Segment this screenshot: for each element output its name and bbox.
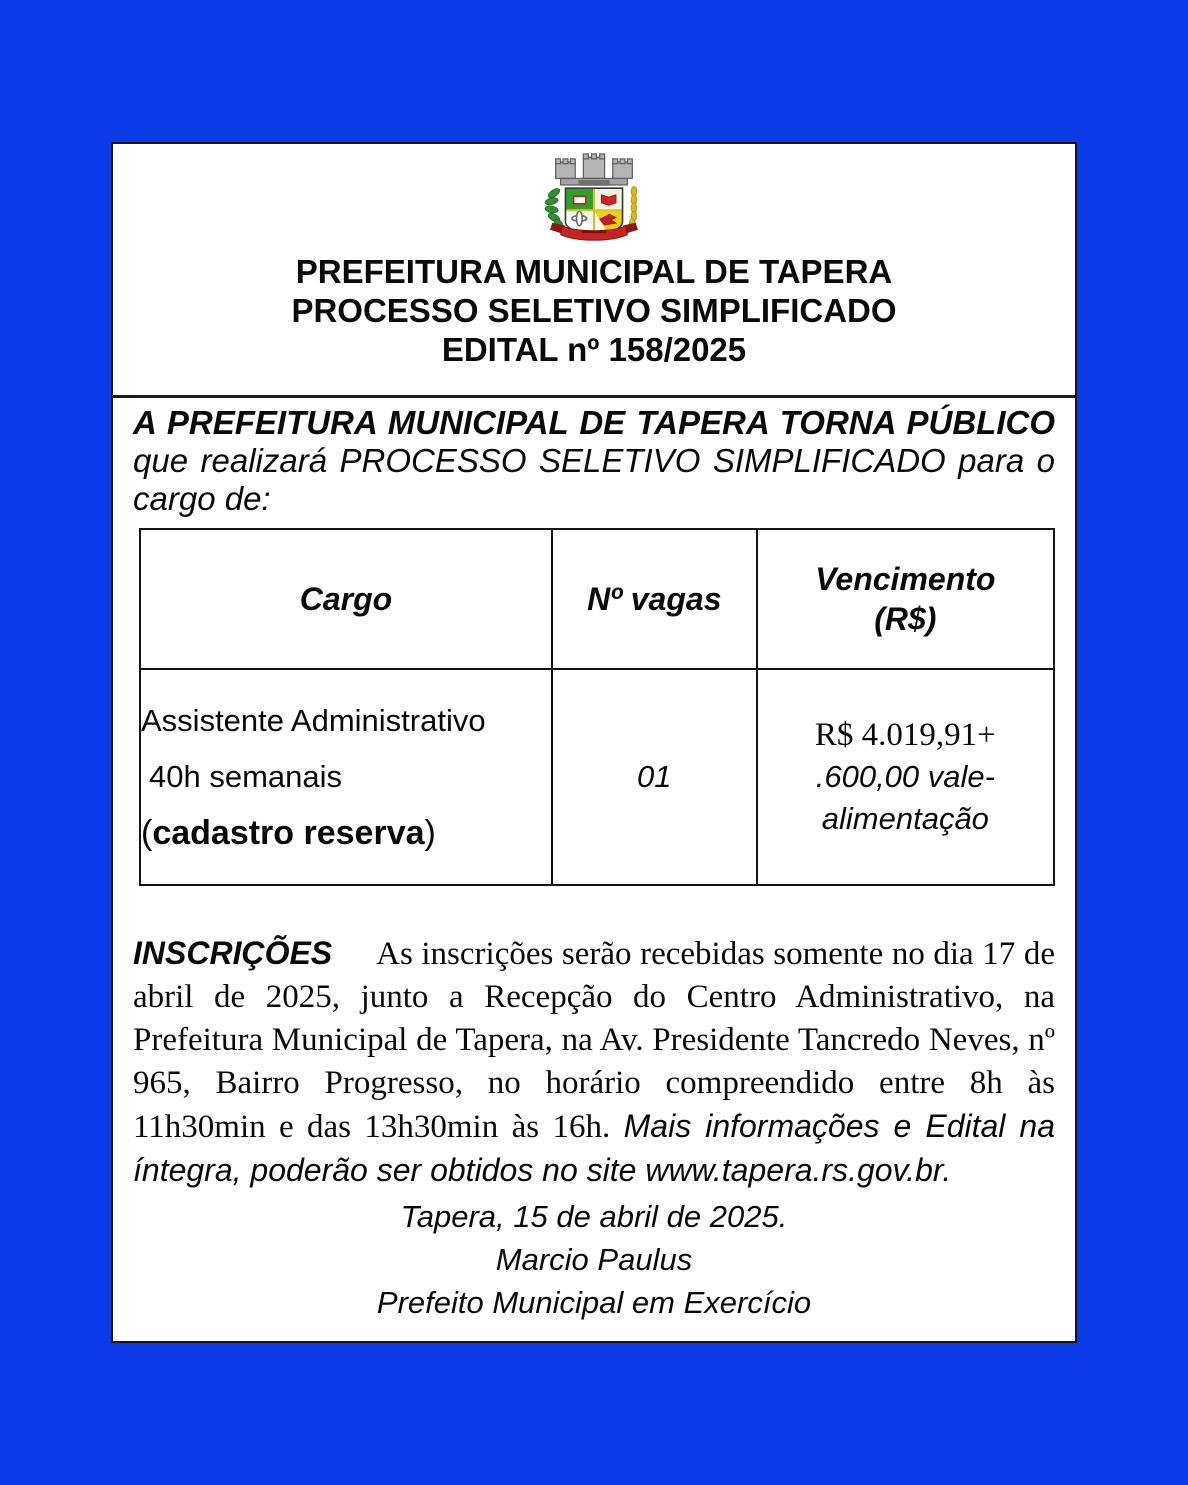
paren-open: ( bbox=[141, 814, 153, 852]
title-line-2: PROCESSO SELETIVO SIMPLIFICADO bbox=[291, 292, 897, 329]
document-page bbox=[111, 142, 1077, 1343]
signer-title: Prefeito Municipal em Exercício bbox=[376, 1285, 812, 1320]
header-vencimento: Vencimento (R$) bbox=[757, 529, 1054, 669]
cell-vagas: 01 bbox=[552, 669, 757, 885]
intro-regular-text: que realizará PROCESSO SELETIVO SIMPLIFICADO para o cargo de: bbox=[133, 442, 1055, 517]
table-row bbox=[140, 669, 1054, 885]
cell-vencimento bbox=[757, 669, 1054, 885]
cargo-hours: 40h semanais bbox=[149, 759, 343, 794]
logo-container bbox=[133, 152, 1055, 244]
salary-amount: R$ 4.019,91+ bbox=[814, 717, 996, 753]
document-title bbox=[133, 252, 1055, 369]
paren-close: ) bbox=[424, 814, 436, 852]
header-divider bbox=[113, 395, 1075, 398]
vacancy-table bbox=[139, 528, 1055, 886]
date-place-line: Tapera, 15 de abril de 2025. bbox=[400, 1199, 788, 1234]
cadastro-reserva-text: cadastro reserva bbox=[152, 814, 425, 852]
inscricoes-paragraph bbox=[133, 932, 1055, 1193]
title-line-3: EDITAL nº 158/2025 bbox=[441, 331, 747, 368]
cargo-position: Assistente Administrativo bbox=[141, 703, 486, 738]
cargo-reserve-note bbox=[141, 805, 551, 861]
tapera-coat-of-arms-icon bbox=[541, 152, 647, 244]
title-line-1: PREFEITURA MUNICIPAL DE TAPERA bbox=[295, 253, 893, 290]
cell-cargo bbox=[140, 669, 552, 885]
signer-name: Marcio Paulus bbox=[495, 1242, 693, 1277]
inscricoes-serif-text: As inscrições serão recebidas somente no dia 17 de abril de 2025, junto a Recepção do Centro Administrativo, na Prefeitura Municipal de Tapera, na Av. Presidente Tancredo Neves, nº 965, Bairro Progresso, no horário compreendido entre 8h às 11h30min e das 13h30min às 16h. bbox=[133, 936, 1055, 1145]
meal-voucher-amount: .600,00 vale-alimentação bbox=[815, 759, 995, 836]
signature-block bbox=[133, 1195, 1055, 1324]
inscricoes-italic-text: Mais informações e Edital na íntegra, poderão ser obtidos no site www.tapera.rs.gov.br. bbox=[133, 1108, 1056, 1188]
header-vagas: Nº vagas bbox=[552, 529, 757, 669]
intro-bold-text: A PREFEITURA MUNICIPAL DE TAPERA TORNA PÚBLICO bbox=[133, 404, 1055, 441]
intro-paragraph bbox=[133, 404, 1055, 518]
inscricoes-label: INSCRIÇÕES bbox=[133, 935, 333, 971]
table-header-row bbox=[140, 529, 1054, 669]
header-cargo: Cargo bbox=[140, 529, 552, 669]
